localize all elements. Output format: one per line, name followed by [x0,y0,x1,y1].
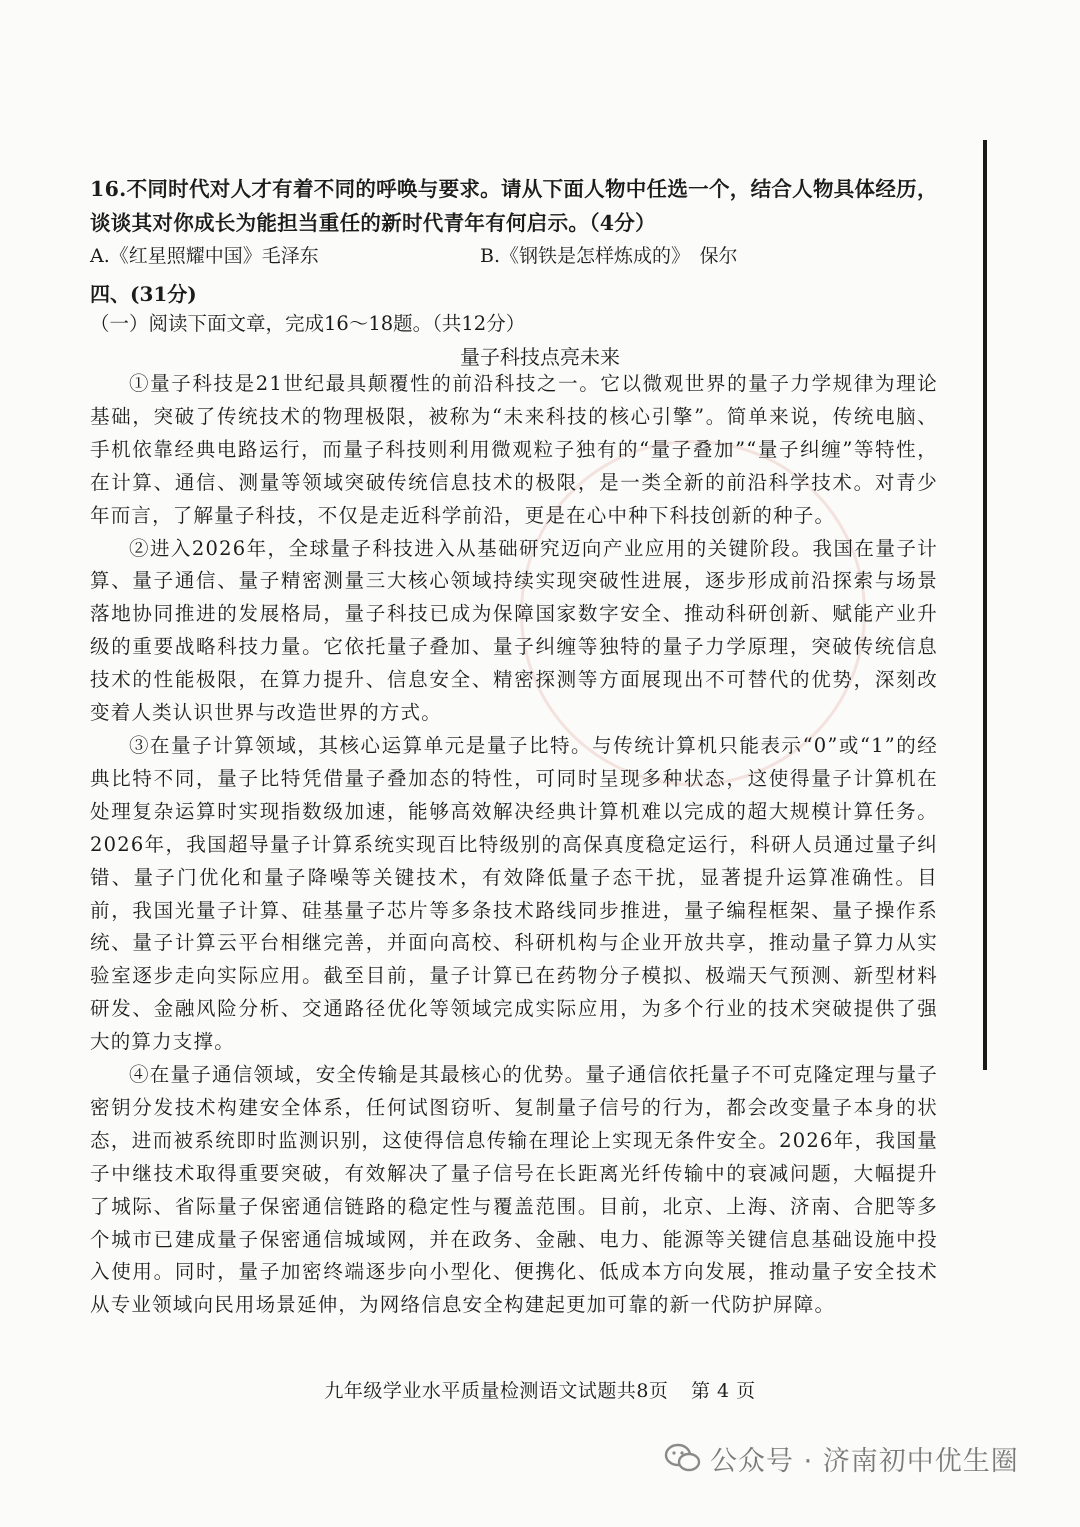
wechat-official-account-icon [664,1442,702,1474]
account-name: 公众号 · 济南初中优生圈 [710,1445,1019,1477]
option-a: A.《红星照耀中国》毛泽东 [90,245,319,267]
article-title: 量子科技点亮未来 [460,345,620,369]
paragraph-2: ②进入2026年，全球量子科技进入从基础研究迈向产业应用的关键阶段。我国在量子计算、量子通信、量子精密测量三大核心领域持续实现突破性进展，逐步形成前沿探索与场景落地协同推进的发展格局，量子科技已成为保障国家数字安全、推动科研创新、赋能产业升级的重要战略科技力量。它依托量子叠加、量子纠缠等独特的量子力学原理，突破传统信息技术的性能极限，在算力提升、信息安全、精密探测等方面展现出不可替代的优势，深刻改变着人类认识世界与改造世界的方式。 [90,536,938,725]
reading-instruction: （一）阅读下面文章，完成16～18题。（共12分） [90,312,526,335]
paragraph-3: ③在量子计算领域，其核心运算单元是量子比特。与传统计算机只能表示“0”或“1”的经典比特不同，量子比特凭借量子叠加态的特性，可同时呈现多种状态，这使得量子计算机在处理复杂运算时实现指数级加速，能够高效解决经典计算机难以完成的超大规模计算任务。2026年，我国超导量子计算系统实现百比特级别的高保真度稳定运行，科研人员通过量子纠错、量子门优化和量子降噪等关键技术，有效降低量子态干扰，显著提升运算准确性。目前，我国光量子计算、硅基量子芯片等多条技术路线同步推进，量子编程框架、量子操作系统、量子计算云平台相继完善，并面向高校、科研机构与企业开放共享，推动量子算力从实验室逐步走向实际应用。截至目前，量子计算已在药物分子模拟、极端天气预测、新型材料研发、金融风险分析、交通路径优化等领域完成实际应用，为多个行业的技术突破提供了强大的算力支撑。 [90,733,938,1054]
account-branding [664,1436,1019,1480]
question-16-options [90,241,958,273]
page-footer [0,1376,1080,1403]
article-body [90,368,938,1322]
paragraph-4: ④在量子通信领域，安全传输是其最核心的优势。量子通信依托量子不可克隆定理与量子密钥分发技术构建安全体系，任何试图窃听、复制量子信号的行为，都会改变量子本身的状态，进而被系统即时监测识别，这使得信息传输在理论上实现无条件安全。2026年，我国量子中继技术取得重要突破，有效解决了量子信号在长距离光纤传输中的衰减问题，大幅提升了城际、省际量子保密通信链路的稳定性与覆盖范围。目前，北京、上海、济南、合肥等多个城市已建成量子保密通信城域网，并在政务、金融、电力、能源等关键信息基础设施中投入使用。同时，量子加密终端逐步向小型化、便携化、低成本方向发展，推动量子安全技术从专业领域向民用场景延伸，为网络信息安全构建起更加可靠的新一代防护屏障。 [90,1063,938,1317]
exam-name: 九年级学业水平质量检测语文试题共8页 [324,1380,669,1402]
paragraph-1: ①量子科技是21世纪最具颠覆性的前沿科技之一。它以微观世界的量子力学规律为理论基础，突破了传统技术的物理极限，被称为“未来科技的核心引擎”。简单来说，传统电脑、手机依靠经典电路运行，而量子科技则利用微观粒子独有的“量子叠加”“量子纠缠”等特性，在计算、通信、测量等领域突破传统信息技术的极限，是一类全新的前沿科学技术。对青少年而言，了解量子科技，不仅是走近科学前沿，更是在心中种下科技创新的种子。 [90,372,938,527]
page-number: 第 4 页 [690,1380,756,1402]
margin-binding-line [983,140,987,1070]
section-heading: 四、(31分) [90,282,197,306]
question-16-text: 16.不同时代对人才有着不同的呼唤与要求。请从下面人物中任选一个，结合人物具体经历，谈谈其对你成长为能担当重任的新时代青年有何启示。（4分） [90,177,938,235]
option-b: B.《钢铁是怎样炼成的》 保尔 [480,245,738,267]
